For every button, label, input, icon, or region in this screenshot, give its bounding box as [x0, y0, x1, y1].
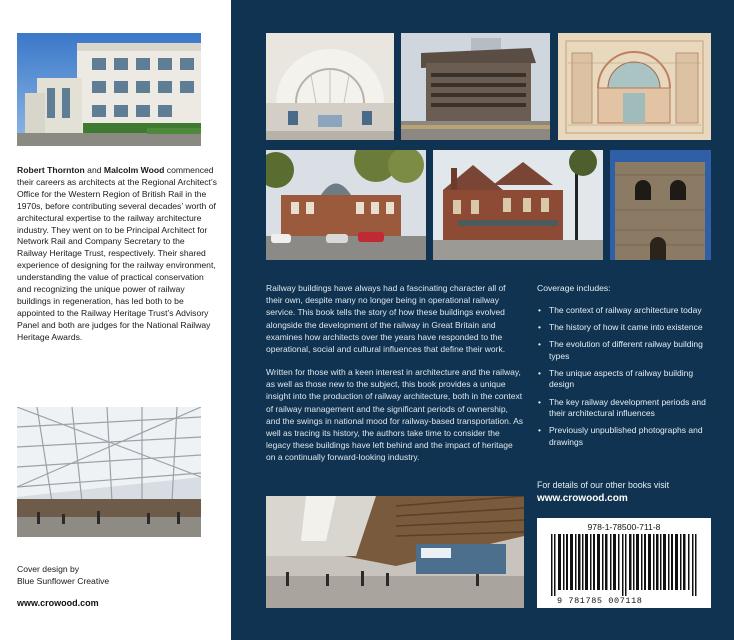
bullet-icon: • — [538, 367, 541, 378]
coverage-item: • The unique aspects of railway building design — [538, 367, 694, 390]
blurb-paragraph-1: Railway buildings have always had a fascinating character all of their own, despite many no longer being in operational railway service. This book tells the story of how these buildings evolved alongside the development of the railway in Great Britain and examines how architects over the years have responded to the operational, social and cultural influences that define their work. — [266, 283, 506, 355]
author-name-1: Robert Thornton — [17, 165, 85, 175]
bullet-icon: • — [538, 396, 541, 407]
details-text: For details of our other books visit — [537, 480, 670, 490]
art-deco-building-photo — [17, 33, 201, 146]
brick-station-photo — [433, 150, 603, 260]
stone-tower-photo — [610, 150, 711, 260]
barcode-icon — [551, 534, 701, 596]
coverage-item: • The evolution of different railway building types — [538, 339, 703, 361]
bullet-icon: • — [538, 425, 541, 436]
coverage-item: • Previously unpublished photographs and drawings — [538, 425, 703, 447]
architectural-drawing-photo — [558, 33, 711, 140]
cover-design-credit — [17, 563, 217, 587]
author-bio-and: and — [84, 165, 104, 175]
author-flap — [0, 0, 231, 640]
author-bio — [17, 165, 217, 344]
bullet-icon: • — [538, 305, 541, 315]
coverage-item: • The key railway development periods and their architectural influences — [538, 396, 706, 419]
coverage-list — [537, 305, 712, 454]
coverage-item: • The context of railway architecture today — [538, 305, 702, 315]
modern-station-photo — [401, 33, 550, 140]
credit-line-1: Cover design by — [17, 564, 80, 574]
author-name-2: Malcolm Wood — [103, 165, 165, 175]
isbn-number: 978-1-78500-711-8 — [587, 522, 661, 532]
blurb-paragraph-2: Written for those with a keen interest in architecture and the railway, as well as those new to the subject, this book provides a unique insight into the production of railway architecture, both in the context of railway management and the significant periods of ownership, and the swings in national mood for railway-based transportation. As well as tracing its history, the authors take time to consider the legacy these buildings have left behind and the impact of heritage on a continually forward-looking industry. — [266, 367, 524, 463]
coverage-title: Coverage includes: — [537, 283, 611, 293]
modern-concourse-photo — [266, 496, 524, 608]
isbn-barcode — [537, 518, 711, 608]
bullet-icon: • — [538, 322, 541, 333]
bullet-icon: • — [538, 339, 541, 350]
barcode-digits: 9 781785 007118 — [557, 596, 643, 606]
publisher-url-right[interactable]: www.crowood.com — [537, 493, 628, 504]
credit-line-2: Blue Sunflower Creative — [17, 576, 110, 586]
station-interior-photo — [266, 33, 394, 140]
author-bio-text: commenced their careers as architects at the Regional Architect’s Office for the Western Region of British Rail in the 1970s, before contributing several decades’ worth of architectural expertise to the railway architecture industry. They went on to be Principal Architect for Network Rail and Company Secretary to the Railway Heritage Trust, respectively. Their shared experience of designing for the railway environment, understanding the value of practical conservation and recognizing the unique power of railway buildings in regeneration, has led both to be appointed to the Railway Heritage Trust’s Advisory Panel and both are judges for the National Railway Heritage Awards. — [17, 165, 217, 342]
station-roof-photo — [17, 407, 201, 537]
coverage-item: • The history of how it came into existence — [538, 322, 703, 333]
publisher-url-left[interactable]: www.crowood.com — [17, 598, 99, 608]
victorian-station-photo — [266, 150, 426, 260]
